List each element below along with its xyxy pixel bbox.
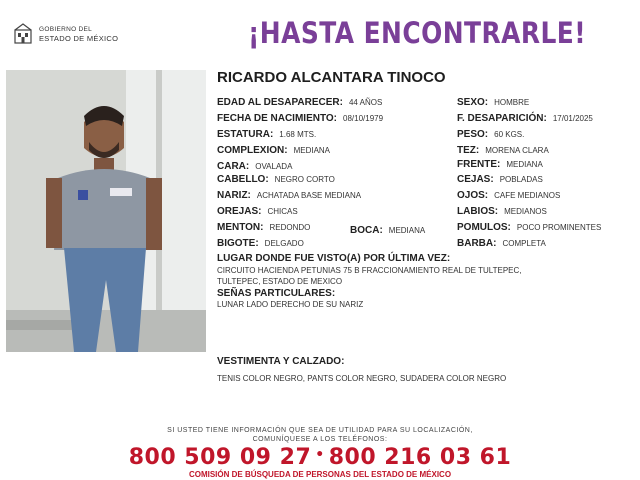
field-weight bbox=[457, 127, 524, 141]
search-commission: COMISIÓN DE BÚSQUEDA DE PERSONAS DEL ESTADO DE MÉXICO bbox=[188, 470, 452, 479]
field-value: COMPLETA bbox=[502, 239, 546, 248]
field-label: CABELLO: bbox=[217, 174, 269, 185]
field-value: CHICAS bbox=[267, 207, 298, 216]
field-value: MORENA CLARA bbox=[485, 146, 549, 155]
footer-note-line2: COMUNÍQUESE A LOS TELÉFONOS: bbox=[252, 436, 388, 443]
field-label: TEZ: bbox=[457, 145, 480, 156]
field-value: ACHATADA BASE MEDIANA bbox=[256, 191, 362, 200]
field-label: BOCA: bbox=[350, 225, 383, 236]
field-age bbox=[217, 95, 382, 109]
field-complexion bbox=[457, 143, 549, 157]
field-ears bbox=[217, 204, 298, 218]
last-seen-line2: TULTEPEC, ESTADO DE MEXICO bbox=[217, 277, 343, 286]
field-label: MENTON: bbox=[217, 222, 264, 233]
logo-line1: GOBIERNO DEL bbox=[39, 26, 93, 33]
field-label: POMULOS: bbox=[457, 222, 511, 233]
marks-text: LUNAR LADO DERECHO DE SU NARIZ bbox=[217, 300, 364, 309]
field-value: REDONDO bbox=[269, 223, 311, 232]
field-height bbox=[217, 127, 316, 141]
field-disappearance-date bbox=[457, 111, 593, 125]
field-value: MEDIANA bbox=[293, 146, 331, 155]
last-seen-line1: CIRCUITO HACIENDA PETUNIAS 75 B FRACCIONAMIENTO REAL DE TULTEPEC, bbox=[217, 266, 522, 275]
field-eyebrows bbox=[457, 172, 543, 186]
marks-label: SEÑAS PARTICULARES: bbox=[217, 288, 336, 299]
field-value: NEGRO CORTO bbox=[274, 175, 335, 184]
field-label: CEJAS: bbox=[457, 174, 494, 185]
field-build bbox=[217, 143, 330, 157]
logo-line2: ESTADO DE MÉXICO bbox=[39, 34, 119, 43]
field-label: FECHA DE NACIMIENTO: bbox=[217, 113, 337, 124]
field-label: OREJAS: bbox=[217, 206, 262, 217]
field-label: BARBA: bbox=[457, 238, 497, 249]
field-value: POCO PROMINENTES bbox=[516, 223, 602, 232]
field-value: MEDIANA bbox=[506, 160, 543, 169]
field-label: ESTATURA: bbox=[217, 129, 274, 140]
field-lips bbox=[457, 204, 547, 218]
field-label: EDAD AL DESAPARECER: bbox=[217, 97, 343, 108]
field-label: BIGOTE: bbox=[217, 238, 259, 249]
clothing-label: VESTIMENTA Y CALZADO: bbox=[217, 356, 345, 367]
field-label: PESO: bbox=[457, 129, 489, 140]
field-label: F. DESAPARICIÓN: bbox=[457, 113, 547, 124]
field-label: FRENTE: bbox=[457, 159, 501, 170]
government-logo bbox=[12, 22, 122, 48]
field-label: LABIOS: bbox=[457, 206, 499, 217]
state-seal-icon bbox=[12, 22, 34, 46]
field-value: HOMBRE bbox=[494, 98, 530, 107]
field-value: DELGADO bbox=[264, 239, 304, 248]
phone-number-1: 800 509 09 27 bbox=[128, 445, 312, 470]
phone-number-2: 800 216 03 61 bbox=[328, 445, 512, 470]
field-label: COMPLEXION: bbox=[217, 145, 288, 156]
field-nose bbox=[217, 188, 361, 202]
field-mustache bbox=[217, 236, 304, 250]
field-hair bbox=[217, 172, 335, 186]
field-sex bbox=[457, 95, 529, 109]
person-name: RICARDO ALCANTARA TINOCO bbox=[217, 69, 446, 86]
field-value: MEDIANOS bbox=[504, 207, 547, 216]
field-birthdate bbox=[217, 111, 383, 125]
field-label: SEXO: bbox=[457, 97, 489, 108]
field-chin bbox=[217, 220, 310, 234]
field-beard bbox=[457, 236, 546, 250]
phone-separator: • bbox=[315, 447, 325, 463]
field-value: POBLADAS bbox=[499, 175, 543, 184]
field-mouth bbox=[350, 223, 425, 237]
field-forehead bbox=[457, 157, 543, 171]
field-cheekbones bbox=[457, 220, 601, 234]
clothing-text: TENIS COLOR NEGRO, PANTS COLOR NEGRO, SUDADERA COLOR NEGRO bbox=[217, 374, 507, 383]
field-value: 08/10/1979 bbox=[343, 114, 384, 123]
field-label: NARIZ: bbox=[217, 190, 251, 201]
field-value: 1.68 MTS. bbox=[279, 130, 317, 139]
phone-numbers bbox=[0, 445, 640, 470]
headline: ¡HASTA ENCONTRARLE! bbox=[248, 16, 587, 50]
last-seen-label: LUGAR DONDE FUE VISTO(A) POR ÚLTIMA VEZ: bbox=[217, 253, 451, 264]
field-label: OJOS: bbox=[457, 190, 489, 201]
field-face bbox=[217, 159, 292, 173]
field-value: 60 KGS. bbox=[494, 130, 525, 139]
field-label: CARA: bbox=[217, 161, 250, 172]
field-value: 17/01/2025 bbox=[552, 114, 593, 123]
missing-person-photo bbox=[6, 70, 206, 352]
field-value: CAFE MEDIANOS bbox=[494, 191, 561, 200]
field-value: OVALADA bbox=[255, 162, 293, 171]
footer-note-line1: SI USTED TIENE INFORMACIÓN QUE SEA DE UTILIDAD PARA SU LOCALIZACIÓN, bbox=[167, 427, 473, 434]
field-eyes bbox=[457, 188, 560, 202]
field-value: 44 AÑOS bbox=[348, 98, 383, 107]
field-value: MEDIANA bbox=[388, 226, 426, 235]
